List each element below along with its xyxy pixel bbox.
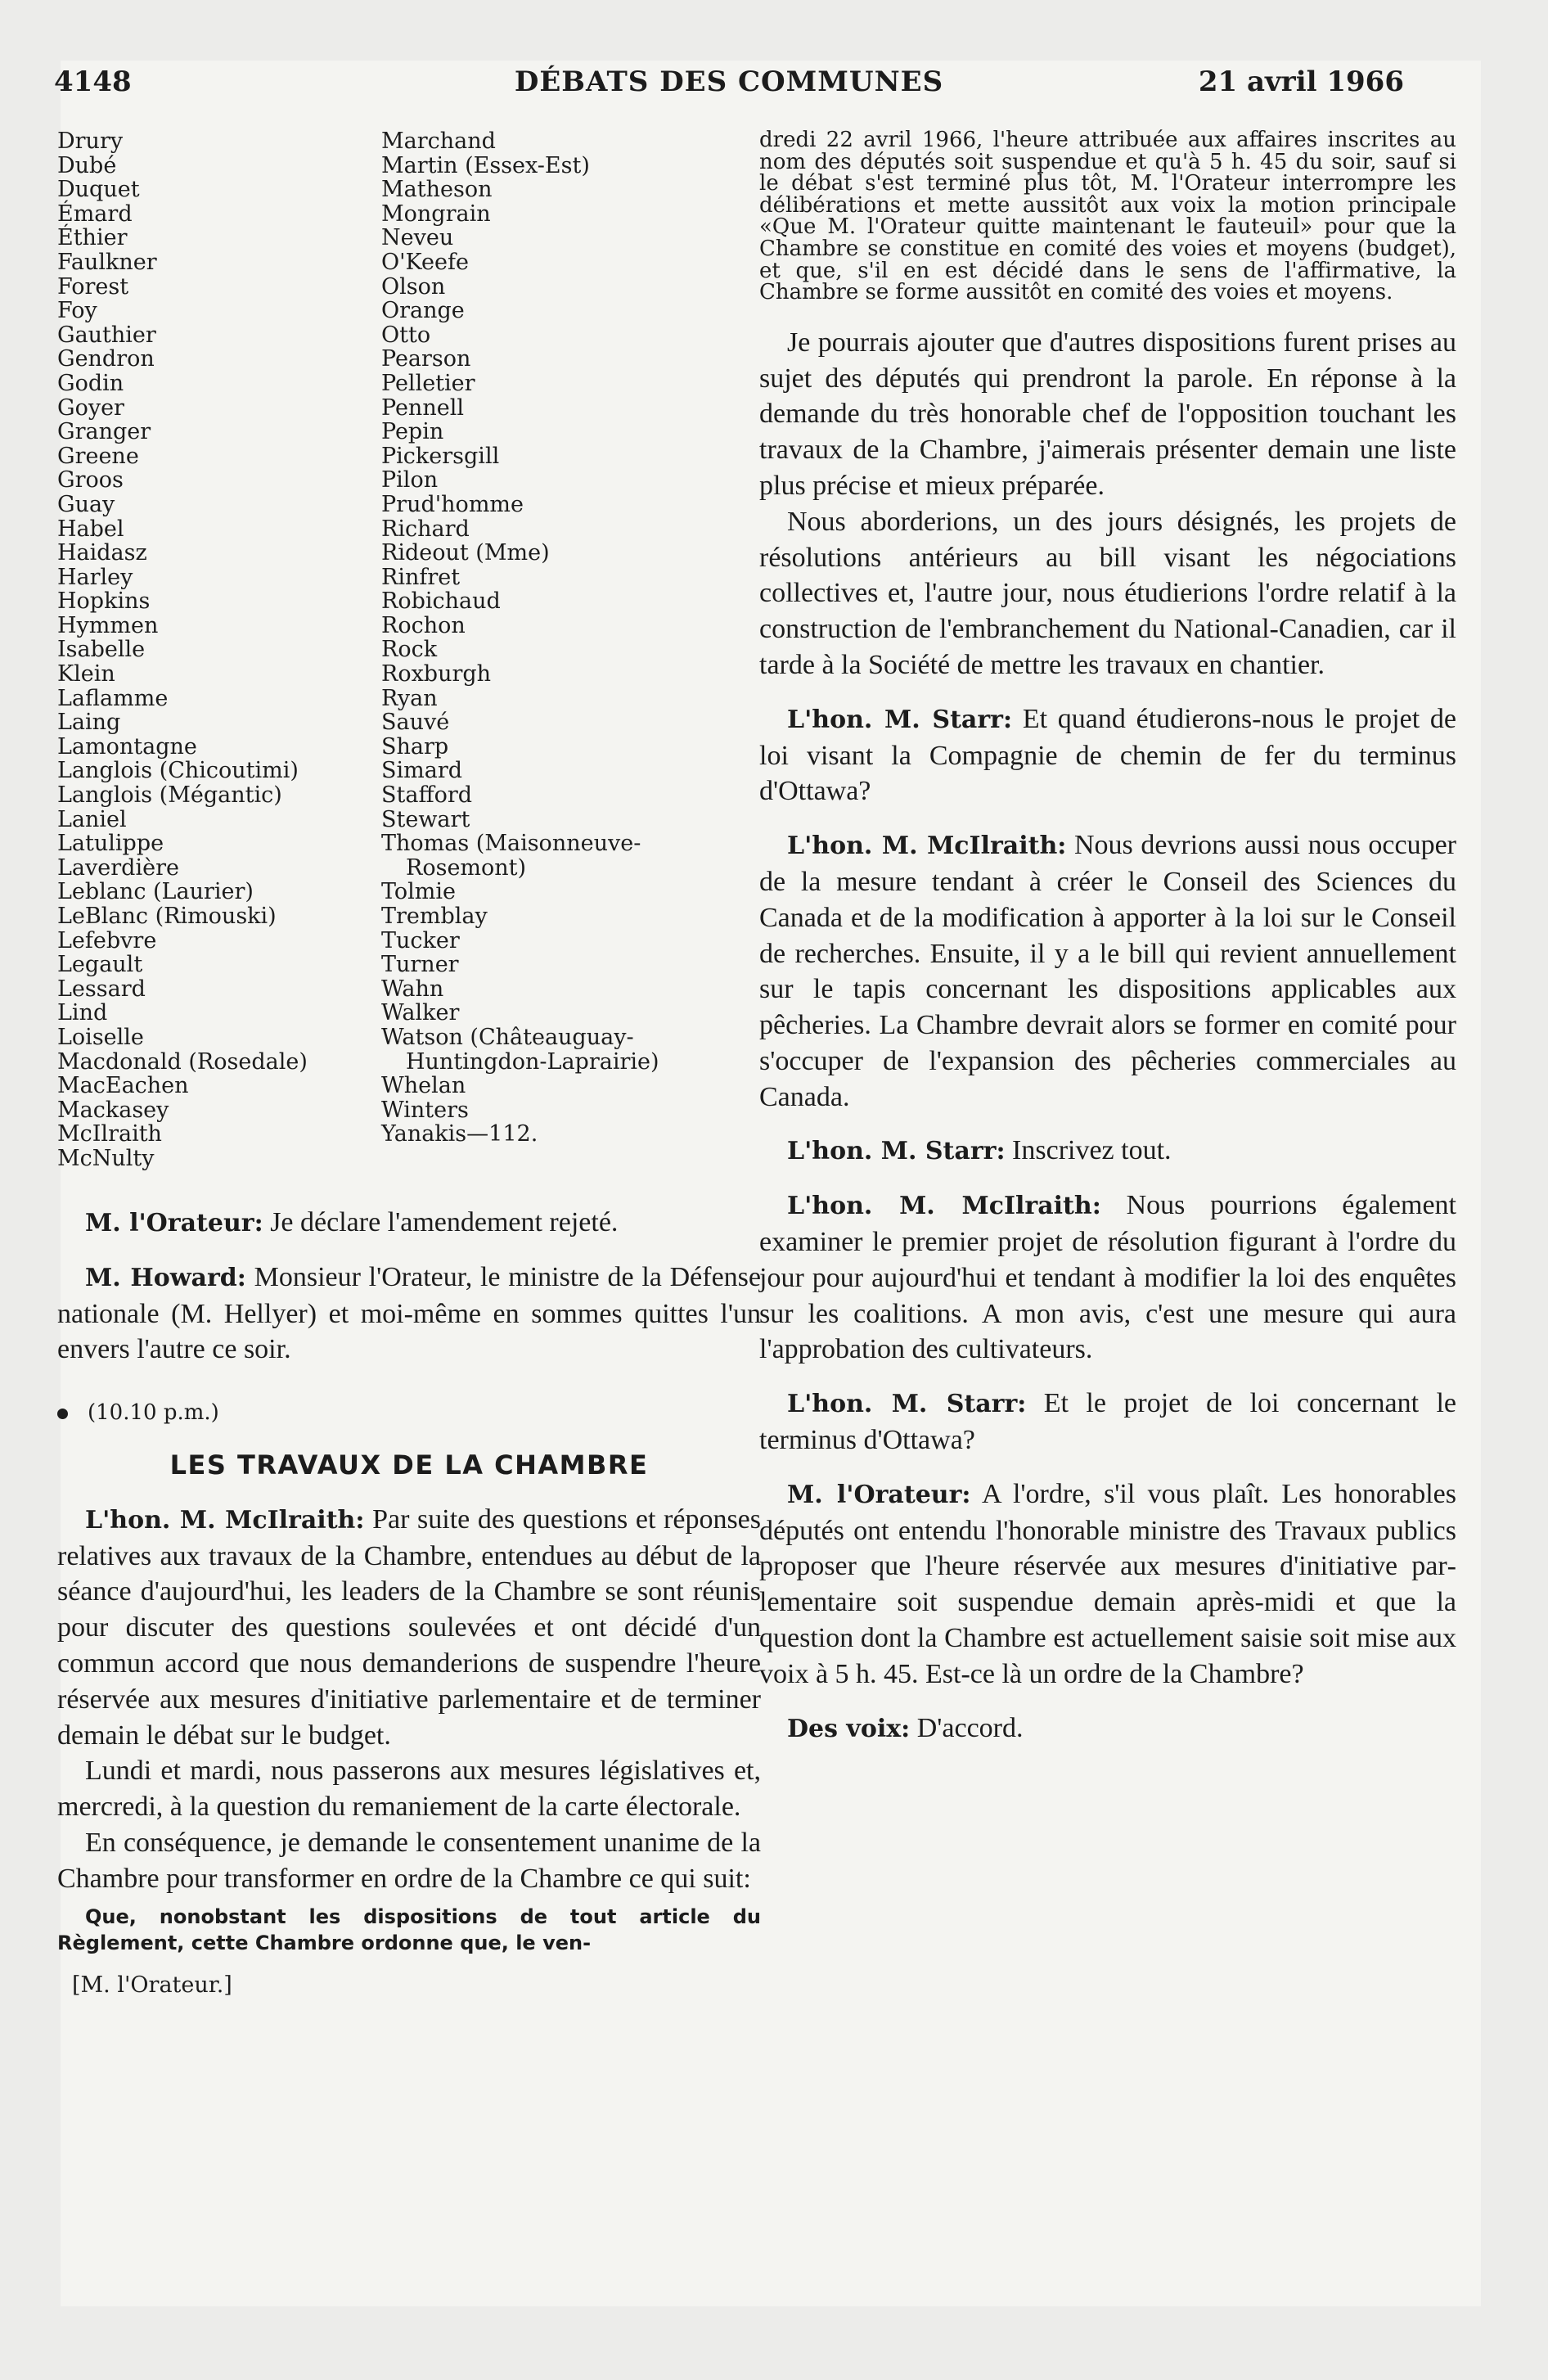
member-name: Pelletier bbox=[381, 370, 475, 396]
paragraph bbox=[759, 701, 1456, 809]
member-name: Pickersgill bbox=[381, 443, 500, 469]
bullet-icon bbox=[57, 1409, 68, 1419]
member-name: Isabelle bbox=[57, 637, 146, 663]
member-name: Goyer bbox=[57, 394, 124, 421]
member-name: Gauthier bbox=[57, 322, 156, 348]
member-name: Turner bbox=[381, 952, 459, 978]
speaker-name: Des voix: bbox=[787, 1714, 911, 1743]
member-name: Marchand bbox=[381, 128, 496, 154]
member-name: Prud'homme bbox=[381, 491, 524, 517]
member-name: Forest bbox=[57, 273, 129, 300]
member-name: Olson bbox=[381, 273, 446, 300]
member-name: Mackasey bbox=[57, 1097, 169, 1123]
vote-names-column-1 bbox=[57, 129, 368, 1171]
member-name: Yanakis—112. bbox=[381, 1121, 538, 1147]
member-name: Godin bbox=[57, 370, 124, 396]
member-name: Richard bbox=[381, 516, 470, 542]
timestamp-text: (10.10 p.m.) bbox=[88, 1400, 219, 1426]
paragraph bbox=[57, 1502, 761, 1754]
member-name: Latulippe bbox=[57, 831, 164, 857]
member-name: Whelan bbox=[381, 1073, 466, 1099]
member-name: Walker bbox=[381, 1000, 460, 1026]
speaker-name: L'hon. M. McIlraith: bbox=[787, 832, 1067, 861]
member-name: Haidasz bbox=[57, 540, 147, 566]
member-name: Gendron bbox=[57, 346, 155, 372]
paragraph bbox=[759, 827, 1456, 1115]
member-name: Greene bbox=[57, 443, 139, 469]
member-name: Roxburgh bbox=[381, 661, 492, 687]
speech-text: Nous devrions aussi nous occuper de la mesure tendant à créer le Conseil des Sciences du Canada et de la modification à apporter à la loi sur le Conseil de recherches. Ensuite, il y a le bill qui revient annuellement sur le tapis concernant les dispositions applicables aux pêcheries. La Chambre devrait alors se former en comité pour s'occuper de l'expansion des pêcheries commerciales au Canada. bbox=[759, 830, 1456, 1112]
page-footer: [M. l'Orateur.] bbox=[72, 1972, 232, 1998]
member-name: Émard bbox=[57, 201, 133, 227]
member-name: Lefebvre bbox=[57, 927, 157, 953]
member-name: Watson (Châteauguay- bbox=[381, 1024, 634, 1050]
speaker-name: L'hon. M. McIlraith: bbox=[787, 1192, 1101, 1221]
right-text-column bbox=[759, 129, 1456, 1747]
member-name: Macdonald (Rosedale) bbox=[57, 1048, 308, 1075]
paragraph bbox=[57, 1260, 761, 1368]
member-name: Neveu bbox=[381, 225, 454, 251]
speaker-name: M. Howard: bbox=[85, 1263, 246, 1292]
member-name: Groos bbox=[57, 467, 124, 494]
speaker-name: M. l'Orateur: bbox=[85, 1209, 263, 1237]
member-name: MacEachen bbox=[57, 1073, 189, 1099]
member-name: O'Keefe bbox=[381, 249, 469, 275]
member-name: Lind bbox=[57, 1000, 108, 1026]
member-name: McIlraith bbox=[57, 1121, 162, 1147]
speech-text: Je déclare l'amendement rejeté. bbox=[263, 1207, 619, 1237]
member-name: Winters bbox=[381, 1097, 469, 1123]
speech-text: D'accord. bbox=[910, 1712, 1024, 1743]
speaker-name: L'hon. M. Starr: bbox=[787, 705, 1013, 734]
member-name: Rock bbox=[381, 637, 438, 663]
speech-text: Et le projet de loi concernant le terminus d'Ottawa? bbox=[759, 1388, 1456, 1456]
member-name: Laverdière bbox=[57, 854, 179, 881]
member-name: Pepin bbox=[381, 419, 444, 445]
paragraph bbox=[759, 1133, 1456, 1170]
paragraph bbox=[57, 1205, 761, 1242]
member-name: Huntingdon-Laprairie) bbox=[406, 1048, 659, 1075]
member-name: Stafford bbox=[381, 782, 473, 809]
member-name: Pennell bbox=[381, 394, 464, 421]
paragraph: Je pourrais ajouter que d'autres dispositions furent prises au sujet des députés qui prendront la parole. En réponse à la demande du très honorable chef de l'opposition touchant les travaux de la Chambre, j'aimerais présenter demain une liste plus précise et mieux préparée. bbox=[759, 327, 1456, 501]
member-name: Loiselle bbox=[57, 1024, 144, 1050]
page-date: 21 avril 1966 bbox=[1198, 65, 1404, 98]
speech-text: Et quand étudierons-nous le projet de loi visant la Compagnie de chemin de fer du terminus d'Ottawa? bbox=[759, 703, 1457, 807]
member-name: Sharp bbox=[381, 733, 449, 760]
speech-text: Par suite des questions et réponses relatives aux travaux de la Chambre, entendues au début de la séance d'aujourd'hui, les leaders de la Chambre se sont réunis pour discuter des questions soulevées et ont décidé d'un commun accord que nous demanderions de suspendre l'heure réservée aux mesures d'initiative parlementaire et de terminer demain le débat sur le budget. bbox=[57, 1503, 761, 1751]
member-name: Thomas (Maisonneuve- bbox=[381, 831, 641, 857]
member-name: Tremblay bbox=[381, 904, 488, 929]
member-name: Sauvé bbox=[381, 710, 450, 736]
member-name: Pilon bbox=[381, 467, 439, 494]
member-name: Klein bbox=[57, 661, 115, 687]
member-name: Rochon bbox=[381, 612, 466, 638]
paragraph: Nous aborderions, un des jours désignés, les projets de résolutions antérieurs au bill visant les négociations collectives et, l'autre jour, nous étudierions l'ordre relatif à la construction de l'embranchement du National-Canadien, car il tarde à la Société de mettre les travaux en chantier. bbox=[759, 506, 1456, 680]
member-name: Rosemont) bbox=[406, 854, 527, 881]
member-name: Granger bbox=[57, 419, 151, 445]
member-name: Rideout (Mme) bbox=[381, 540, 550, 566]
member-name: Legault bbox=[57, 952, 143, 978]
speech-text: A l'ordre, s'il vous plaît. Les honorables députés ont entendu l'honorable ministre des Travaux publics proposer que l'heure réservée aux mesures d'initiative parlementaire soit suspendue demain après-midi et que la question dont la Chambre est actuellement saisie soit mise aux voix à 5 h. 45. Est-ce là un ordre de la Chambre? bbox=[759, 1478, 1456, 1689]
speaker-name: L'hon. M. McIlraith: bbox=[85, 1505, 365, 1535]
member-name: Martin (Essex-Est) bbox=[381, 152, 590, 178]
member-name: Foy bbox=[57, 298, 97, 324]
member-name: Tucker bbox=[381, 927, 460, 953]
member-name: Langlois (Mégantic) bbox=[57, 782, 282, 809]
member-name: Duquet bbox=[57, 177, 140, 203]
page-title: DÉBATS DES COMMUNES bbox=[514, 65, 944, 98]
member-name: Robichaud bbox=[381, 588, 501, 615]
member-name: Wahn bbox=[381, 976, 444, 1002]
member-name: Orange bbox=[381, 298, 465, 324]
member-name: Otto bbox=[381, 322, 431, 348]
motion-text: Que, nonobstant les dispositions de tout article du Règlement, cette Chambre ordonne que, le ven- bbox=[57, 1904, 761, 1954]
member-name: Laing bbox=[57, 710, 121, 736]
timestamp bbox=[57, 1395, 761, 1431]
paragraph bbox=[759, 1188, 1456, 1368]
speaker-name: L'hon. M. Starr: bbox=[787, 1137, 1006, 1166]
member-name: Laniel bbox=[57, 806, 127, 832]
member-name: Dubé bbox=[57, 152, 117, 178]
member-name: Tolmie bbox=[381, 879, 457, 905]
member-name: Matheson bbox=[381, 177, 493, 203]
member-name: Lessard bbox=[57, 976, 146, 1002]
paragraph bbox=[759, 1476, 1456, 1693]
member-name: Simard bbox=[381, 758, 463, 784]
member-name: Lamontagne bbox=[57, 733, 197, 760]
speaker-name: M. l'Orateur: bbox=[787, 1480, 971, 1509]
member-name: McNulty bbox=[57, 1145, 155, 1171]
speech-text: Inscrivez tout. bbox=[1005, 1135, 1172, 1166]
member-name: Éthier bbox=[57, 225, 128, 251]
member-name: Ryan bbox=[381, 685, 438, 711]
member-name: Mongrain bbox=[381, 201, 491, 227]
member-name: Faulkner bbox=[57, 249, 157, 275]
member-name: Rinfret bbox=[381, 564, 461, 590]
motion-continuation: dredi 22 avril 1966, l'heure attribuée aux affaires inscrites au nom des députés soit suspendue et qu'à 5 h. 45 du soir, sauf si le débat s'est terminé plus tôt, M. l'Orateur interrompre les délibérations et mette aussitôt aux voix la motion principale «Que M. l'Orateur quitte maintenant le fauteuil» pour que la Chambre se constitue en comité des voies et moyens (budget), et que, s'il en est décidé dans le sens de l'affirmative, la Chambre se forme aussitôt en comité des voies et moyens. bbox=[759, 128, 1456, 305]
member-name: Habel bbox=[57, 516, 124, 542]
paragraph: En conséquence, je demande le consentement unanime de la Chambre pour transformer en ordre de la Chambre ce qui suit: bbox=[57, 1827, 761, 1894]
member-name: Leblanc (Laurier) bbox=[57, 879, 254, 905]
left-text-column bbox=[57, 1205, 761, 2003]
page-header bbox=[54, 65, 1404, 106]
member-name: LeBlanc (Rimouski) bbox=[57, 904, 277, 929]
speaker-name: L'hon. M. Starr: bbox=[787, 1390, 1027, 1419]
paragraph bbox=[759, 1386, 1456, 1458]
member-name: Langlois (Chicoutimi) bbox=[57, 758, 299, 784]
member-name: Guay bbox=[57, 491, 115, 517]
speech-text: Monsieur l'Orateur, le ministre de la Défense nationale (M. Hellyer) et moi-même en sommes quittes l'un envers l'autre ce soir. bbox=[57, 1261, 761, 1365]
page-number: 4148 bbox=[54, 65, 132, 98]
member-name: Hymmen bbox=[57, 612, 159, 638]
paragraph bbox=[759, 1711, 1456, 1747]
vote-names-column-2 bbox=[381, 129, 790, 1147]
member-name: Pearson bbox=[381, 346, 471, 372]
speech-text: Nous pourrions également examiner le premier projet de résolution figurant à l'ordre du jour pour aujourd'hui et tendant à modifier la loi des enquêtes sur les coalitions. A mon avis, c'est une mesure qui aura l'approbation des cultivateurs. bbox=[759, 1190, 1457, 1365]
paragraph: Lundi et mardi, nous passerons aux mesures législatives et, mercredi, à la question du remaniement de la carte électorale. bbox=[57, 1756, 761, 1823]
member-name: Stewart bbox=[381, 806, 470, 832]
member-name: Harley bbox=[57, 564, 133, 590]
member-name: Laflamme bbox=[57, 685, 169, 711]
member-name: Drury bbox=[57, 128, 124, 154]
member-name: Hopkins bbox=[57, 588, 151, 615]
section-heading: LES TRAVAUX DE LA CHAMBRE bbox=[169, 1449, 649, 1481]
